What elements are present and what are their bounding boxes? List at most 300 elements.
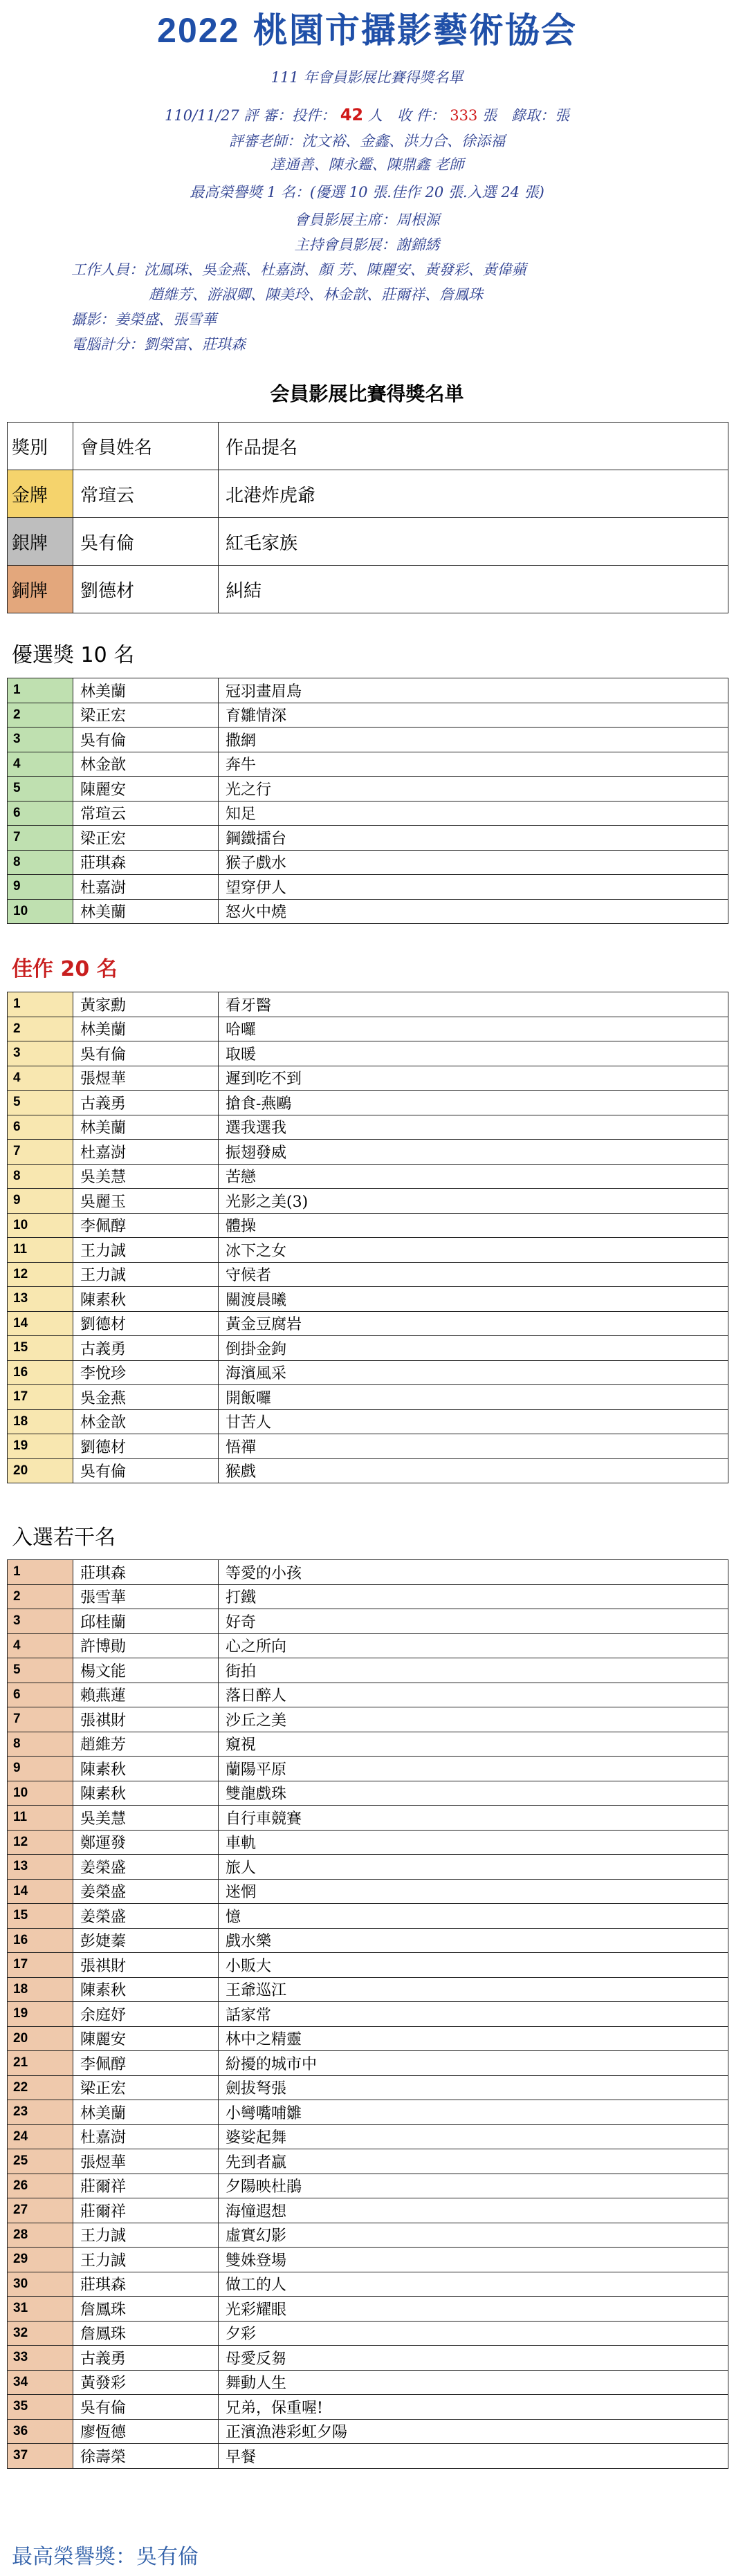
table-row — [8, 2395, 728, 2420]
work-title: 奔牛 — [219, 752, 728, 777]
table-row — [8, 1707, 728, 1732]
work-title: 糾結 — [219, 566, 728, 613]
member-name: 杜嘉澍 — [73, 875, 219, 900]
rank-number: 26 — [8, 2174, 73, 2198]
work-title: 猴戲 — [219, 1458, 728, 1483]
work-title: 開飯囉 — [219, 1385, 728, 1410]
excellence-title: 優選獎 10 名 — [12, 643, 135, 667]
work-title: 好奇 — [219, 1609, 728, 1634]
work-title: 兄弟，保重喔! — [219, 2395, 728, 2420]
member-name: 吳麗玉 — [73, 1189, 219, 1214]
work-title: 雙龍戲珠 — [219, 1781, 728, 1806]
member-name: 鄭運發 — [73, 1830, 219, 1855]
work-title: 光之行 — [219, 777, 728, 801]
work-title: 遲到吃不到 — [219, 1066, 728, 1091]
rank-number: 1 — [8, 1560, 73, 1585]
judges-line-2: 達通善、陳永鑑、陳鼎鑫 老師 — [270, 156, 464, 173]
top-award-line: 最高榮譽獎 1 名：(優選 10 張.佳作 20 張.入選 24 張) — [190, 184, 544, 201]
rank-number: 5 — [8, 1658, 73, 1683]
table-row — [8, 1953, 728, 1978]
title-year: 2022 — [157, 11, 240, 50]
col-header: 獎別 — [8, 423, 73, 470]
rank-number: 8 — [8, 1164, 73, 1189]
table-row — [8, 2419, 728, 2444]
member-name: 劉德材 — [73, 566, 219, 613]
rank-number: 10 — [8, 1781, 73, 1806]
table-row — [8, 1409, 728, 1434]
submission-stats: 110/11/27 評 審：投件： 42 人 收 件： 333 張 錄取：張 — [165, 105, 569, 124]
table-row — [8, 470, 728, 518]
rank-number: 13 — [8, 1855, 73, 1880]
selected-title: 入選若干名 — [12, 1526, 116, 1550]
rank-number: 31 — [8, 2297, 73, 2322]
member-name: 吳有倫 — [73, 1041, 219, 1066]
rank-number: 4 — [8, 752, 73, 777]
merit-title: 佳作 20 名 — [12, 957, 118, 981]
table-row — [8, 2002, 728, 2027]
rank-number: 30 — [8, 2272, 73, 2297]
work-title: 夕陽映杜鵑 — [219, 2174, 728, 2198]
staff-line-2: 趙維芳、游淑卿、陳美玲、林金歆、莊爾祥、詹鳳珠 — [149, 286, 483, 303]
rank-number: 8 — [8, 1732, 73, 1757]
table-row — [8, 1140, 728, 1165]
work-title: 虛實幻影 — [219, 2223, 728, 2248]
table-row — [8, 2075, 728, 2100]
rank-number: 6 — [8, 1683, 73, 1707]
rank-number: 3 — [8, 1041, 73, 1066]
medal-silver: 銀牌 — [8, 518, 73, 566]
rank-number: 5 — [8, 1091, 73, 1115]
work-title: 劍拔弩張 — [219, 2075, 728, 2100]
member-name: 張祺財 — [73, 1953, 219, 1978]
work-title: 話家常 — [219, 2002, 728, 2027]
rank-number: 2 — [8, 1584, 73, 1609]
member-name: 梁正宏 — [73, 826, 219, 851]
received-count: 333 — [450, 107, 478, 124]
work-title: 小販大 — [219, 1953, 728, 1978]
member-name: 古義勇 — [73, 1336, 219, 1361]
member-name: 賴燕蓮 — [73, 1683, 219, 1707]
rank-number: 22 — [8, 2075, 73, 2100]
table-row — [8, 1360, 728, 1385]
rank-number: 15 — [8, 1336, 73, 1361]
table-row — [8, 2444, 728, 2469]
chair-line: 會員影展主席：周根源 — [294, 212, 440, 228]
member-name: 吳有倫 — [73, 1458, 219, 1483]
table-row — [8, 2124, 728, 2149]
table-row — [8, 1287, 728, 1312]
rank-number: 6 — [8, 1115, 73, 1140]
member-name: 梁正宏 — [73, 2075, 219, 2100]
work-title: 沙丘之美 — [219, 1707, 728, 1732]
judges-line-1: 評審老師：沈文裕、金鑫、洪力合、徐添福 — [229, 133, 505, 149]
member-name: 王力誠 — [73, 1238, 219, 1263]
work-title: 海濱風采 — [219, 1360, 728, 1385]
member-name: 林美蘭 — [73, 899, 219, 924]
rank-number: 6 — [8, 801, 73, 826]
work-title: 冠羽畫眉鳥 — [219, 678, 728, 703]
table-row — [8, 1238, 728, 1263]
member-name: 詹鳳珠 — [73, 2321, 219, 2346]
work-title: 母愛反芻 — [219, 2346, 728, 2371]
table-row — [8, 1434, 728, 1459]
work-title: 迷惘 — [219, 1879, 728, 1904]
table-row — [8, 2100, 728, 2125]
work-title: 海憧遐想 — [219, 2198, 728, 2223]
member-name: 莊爾祥 — [73, 2198, 219, 2223]
table-row — [8, 1879, 728, 1904]
member-name: 陳素秋 — [73, 1757, 219, 1781]
table-row — [8, 1262, 728, 1287]
member-name: 李佩醇 — [73, 2051, 219, 2076]
rank-number: 9 — [8, 875, 73, 900]
member-name: 陳素秋 — [73, 1781, 219, 1806]
member-name: 姜榮盛 — [73, 1855, 219, 1880]
rank-number: 11 — [8, 1238, 73, 1263]
col-header: 作品提名 — [219, 423, 728, 470]
table-row — [8, 1584, 728, 1609]
work-title: 振翅發威 — [219, 1140, 728, 1165]
work-title: 關渡晨曦 — [219, 1287, 728, 1312]
table-row — [8, 1781, 728, 1806]
work-title: 做工的人 — [219, 2272, 728, 2297]
rank-number: 19 — [8, 1434, 73, 1459]
table-row — [8, 777, 728, 801]
photographer-line: 攝影：姜榮盛、張雪華 — [71, 311, 217, 328]
rank-number: 32 — [8, 2321, 73, 2346]
table-row — [8, 1336, 728, 1361]
member-name: 林美蘭 — [73, 2100, 219, 2125]
rank-number: 33 — [8, 2346, 73, 2371]
rank-number: 8 — [8, 850, 73, 875]
rank-number: 17 — [8, 1953, 73, 1978]
list-subtitle: 111 年會員影展比賽得獎名單 — [270, 69, 464, 86]
work-title: 倒掛金鉤 — [219, 1336, 728, 1361]
member-name: 林美蘭 — [73, 1017, 219, 1041]
work-title: 知足 — [219, 801, 728, 826]
rank-number: 21 — [8, 2051, 73, 2076]
rank-number: 19 — [8, 2002, 73, 2027]
work-title: 先到者贏 — [219, 2149, 728, 2174]
table-row — [8, 1189, 728, 1214]
work-title: 打鐵 — [219, 1584, 728, 1609]
table-row — [8, 1683, 728, 1707]
member-name: 莊琪森 — [73, 1560, 219, 1585]
table-row — [8, 1633, 728, 1658]
member-name: 梁正宏 — [73, 703, 219, 728]
table-row — [8, 2272, 728, 2297]
work-title: 心之所向 — [219, 1633, 728, 1658]
member-name: 王力誠 — [73, 2223, 219, 2248]
page-title — [0, 3, 734, 54]
work-title: 落日醉人 — [219, 1683, 728, 1707]
rank-number: 25 — [8, 2149, 73, 2174]
rank-number: 3 — [8, 1609, 73, 1634]
work-title: 早餐 — [219, 2444, 728, 2469]
rank-number: 18 — [8, 1977, 73, 2002]
work-title: 小彎嘴哺雛 — [219, 2100, 728, 2125]
rank-number: 2 — [8, 1017, 73, 1041]
table-row — [8, 1855, 728, 1880]
member-name: 常瑄云 — [73, 801, 219, 826]
member-name: 莊爾祥 — [73, 2174, 219, 2198]
work-title: 戲水樂 — [219, 1928, 728, 1953]
table-row — [8, 1560, 728, 1585]
rank-number: 23 — [8, 2100, 73, 2125]
member-name: 吳有倫 — [73, 728, 219, 752]
work-title: 守候者 — [219, 1262, 728, 1287]
member-name: 杜嘉澍 — [73, 1140, 219, 1165]
work-title: 育雛情深 — [219, 703, 728, 728]
rank-number: 15 — [8, 1904, 73, 1929]
table-row — [8, 992, 728, 1017]
member-name: 莊琪森 — [73, 2272, 219, 2297]
rank-number: 18 — [8, 1409, 73, 1434]
member-name: 陳素秋 — [73, 1287, 219, 1312]
member-name: 張煜華 — [73, 1066, 219, 1091]
selected-table — [7, 1559, 728, 2469]
table-row — [8, 1732, 728, 1757]
table-row — [8, 1904, 728, 1929]
table-row — [8, 1458, 728, 1483]
rank-number: 16 — [8, 1360, 73, 1385]
table-header-row — [8, 423, 728, 470]
work-title: 車軌 — [219, 1830, 728, 1855]
col-header: 會員姓名 — [73, 423, 219, 470]
work-title: 哈囉 — [219, 1017, 728, 1041]
table-row — [8, 678, 728, 703]
member-name: 林金歆 — [73, 752, 219, 777]
member-name: 吳美慧 — [73, 1164, 219, 1189]
table-row — [8, 826, 728, 851]
work-title: 悟禪 — [219, 1434, 728, 1459]
member-name: 黃家勳 — [73, 992, 219, 1017]
work-title: 婆娑起舞 — [219, 2124, 728, 2149]
member-name: 李佩醇 — [73, 1213, 219, 1238]
table-row — [8, 2321, 728, 2346]
rank-number: 14 — [8, 1879, 73, 1904]
rank-number: 3 — [8, 728, 73, 752]
rank-number: 12 — [8, 1262, 73, 1287]
member-name: 彭婕蓁 — [73, 1928, 219, 1953]
work-title: 冰下之女 — [219, 1238, 728, 1263]
rank-number: 34 — [8, 2370, 73, 2395]
scoring-line: 電腦計分：劉榮富、莊琪森 — [71, 336, 246, 353]
table-row — [8, 1311, 728, 1336]
table-row — [8, 1066, 728, 1091]
section-title: 会員影展比賽得獎名単 — [270, 382, 464, 405]
rank-number: 16 — [8, 1928, 73, 1953]
table-row — [8, 875, 728, 900]
rank-number: 1 — [8, 678, 73, 703]
rank-number: 4 — [8, 1066, 73, 1091]
work-title: 怒火中燒 — [219, 899, 728, 924]
work-title: 猴子戲水 — [219, 850, 728, 875]
work-title: 搶食-燕鷗 — [219, 1091, 728, 1115]
entrants-count: 42 — [340, 105, 364, 124]
work-title: 林中之精靈 — [219, 2026, 728, 2051]
rank-number: 10 — [8, 899, 73, 924]
member-name: 陳麗安 — [73, 2026, 219, 2051]
member-name: 張煜華 — [73, 2149, 219, 2174]
work-title: 雙姝登場 — [219, 2248, 728, 2272]
title-org: 桃園市攝影藝術協会 — [253, 10, 577, 50]
member-name: 黃發彩 — [73, 2370, 219, 2395]
member-name: 張祺財 — [73, 1707, 219, 1732]
member-name: 劉德材 — [73, 1311, 219, 1336]
rank-number: 20 — [8, 2026, 73, 2051]
table-row — [8, 1213, 728, 1238]
member-name: 劉德材 — [73, 1434, 219, 1459]
member-name: 徐壽榮 — [73, 2444, 219, 2469]
table-row — [8, 2370, 728, 2395]
rank-number: 37 — [8, 2444, 73, 2469]
rank-number: 7 — [8, 826, 73, 851]
member-name: 古義勇 — [73, 2346, 219, 2371]
member-name: 吳有倫 — [73, 2395, 219, 2420]
work-title: 正濱漁港彩虹夕陽 — [219, 2419, 728, 2444]
table-row — [8, 1609, 728, 1634]
table-row — [8, 2174, 728, 2198]
table-row — [8, 1091, 728, 1115]
member-name: 姜榮盛 — [73, 1904, 219, 1929]
work-title: 街拍 — [219, 1658, 728, 1683]
table-row — [8, 566, 728, 613]
work-title: 窺視 — [219, 1732, 728, 1757]
member-name: 王力誠 — [73, 2248, 219, 2272]
work-title: 北港炸虎爺 — [219, 470, 728, 518]
rank-number: 14 — [8, 1311, 73, 1336]
member-name: 莊琪森 — [73, 850, 219, 875]
member-name: 王力誠 — [73, 1262, 219, 1287]
table-row — [8, 2346, 728, 2371]
table-row — [8, 1806, 728, 1831]
merit-table — [7, 992, 728, 1483]
member-name: 陳素秋 — [73, 1977, 219, 2002]
work-title: 看牙醫 — [219, 992, 728, 1017]
table-row — [8, 899, 728, 924]
member-name: 李悅珍 — [73, 1360, 219, 1385]
rank-number: 2 — [8, 703, 73, 728]
member-name: 邱桂蘭 — [73, 1609, 219, 1634]
table-row — [8, 1977, 728, 2002]
work-title: 光影之美(3) — [219, 1189, 728, 1214]
table-row — [8, 2248, 728, 2272]
member-name: 吳金燕 — [73, 1385, 219, 1410]
rank-number: 20 — [8, 1458, 73, 1483]
member-name: 林美蘭 — [73, 678, 219, 703]
top-award-winner: 最高榮譽獎：吳有倫 — [12, 2545, 199, 2569]
work-title: 王爺巡江 — [219, 1977, 728, 2002]
work-title: 光彩耀眼 — [219, 2297, 728, 2322]
work-title: 等愛的小孩 — [219, 1560, 728, 1585]
member-name: 吳有倫 — [73, 518, 219, 566]
member-name: 張雪華 — [73, 1584, 219, 1609]
member-name: 古義勇 — [73, 1091, 219, 1115]
rank-number: 29 — [8, 2248, 73, 2272]
member-name: 許博勛 — [73, 1633, 219, 1658]
table-row — [8, 752, 728, 777]
table-row — [8, 2051, 728, 2076]
work-title: 自行車競賽 — [219, 1806, 728, 1831]
member-name: 廖恆德 — [73, 2419, 219, 2444]
table-row — [8, 850, 728, 875]
work-title: 憶 — [219, 1904, 728, 1929]
medal-bronze: 銅牌 — [8, 566, 73, 613]
table-row — [8, 518, 728, 566]
rank-number: 9 — [8, 1189, 73, 1214]
work-title: 選我選我 — [219, 1115, 728, 1140]
rank-number: 7 — [8, 1707, 73, 1732]
rank-number: 10 — [8, 1213, 73, 1238]
rank-number: 35 — [8, 2395, 73, 2420]
rank-number: 7 — [8, 1140, 73, 1165]
work-title: 鋼鐵擂台 — [219, 826, 728, 851]
rank-number: 13 — [8, 1287, 73, 1312]
member-name: 余庭妤 — [73, 2002, 219, 2027]
rank-number: 11 — [8, 1806, 73, 1831]
member-name: 吳美慧 — [73, 1806, 219, 1831]
table-row — [8, 1830, 728, 1855]
table-row — [8, 1164, 728, 1189]
member-name: 趙維芳 — [73, 1732, 219, 1757]
staff-line-1: 工作人員：沈鳳珠、吳金燕、杜嘉澍、顏 芳、陳麗安、黃發彩、黃偉蘋 — [71, 261, 526, 278]
rank-number: 1 — [8, 992, 73, 1017]
member-name: 杜嘉澍 — [73, 2124, 219, 2149]
rank-number: 27 — [8, 2198, 73, 2223]
table-row — [8, 2297, 728, 2322]
work-title: 夕彩 — [219, 2321, 728, 2346]
work-title: 取暖 — [219, 1041, 728, 1066]
rank-number: 17 — [8, 1385, 73, 1410]
rank-number: 28 — [8, 2223, 73, 2248]
work-title: 望穿伊人 — [219, 875, 728, 900]
table-row — [8, 2198, 728, 2223]
table-row — [8, 1658, 728, 1683]
medal-table — [7, 422, 728, 613]
rank-number: 36 — [8, 2419, 73, 2444]
work-title: 體操 — [219, 1213, 728, 1238]
member-name: 常瑄云 — [73, 470, 219, 518]
excellence-table — [7, 678, 728, 924]
table-row — [8, 1757, 728, 1781]
table-row — [8, 2026, 728, 2051]
table-row — [8, 1928, 728, 1953]
work-title: 蘭陽平原 — [219, 1757, 728, 1781]
member-name: 陳麗安 — [73, 777, 219, 801]
table-row — [8, 728, 728, 752]
member-name: 林金歆 — [73, 1409, 219, 1434]
work-title: 甘苦人 — [219, 1409, 728, 1434]
rank-number: 9 — [8, 1757, 73, 1781]
work-title: 黃金豆腐岩 — [219, 1311, 728, 1336]
table-row — [8, 703, 728, 728]
work-title: 舞動人生 — [219, 2370, 728, 2395]
table-row — [8, 2149, 728, 2174]
medal-gold: 金牌 — [8, 470, 73, 518]
rank-number: 4 — [8, 1633, 73, 1658]
work-title: 苦戀 — [219, 1164, 728, 1189]
host-line: 主持會員影展：謝錦綉 — [294, 237, 440, 253]
rank-number: 24 — [8, 2124, 73, 2149]
rank-number: 12 — [8, 1830, 73, 1855]
table-row — [8, 801, 728, 826]
member-name: 詹鳳珠 — [73, 2297, 219, 2322]
work-title: 紅毛家族 — [219, 518, 728, 566]
table-row — [8, 1115, 728, 1140]
member-name: 楊文能 — [73, 1658, 219, 1683]
table-row — [8, 1017, 728, 1041]
